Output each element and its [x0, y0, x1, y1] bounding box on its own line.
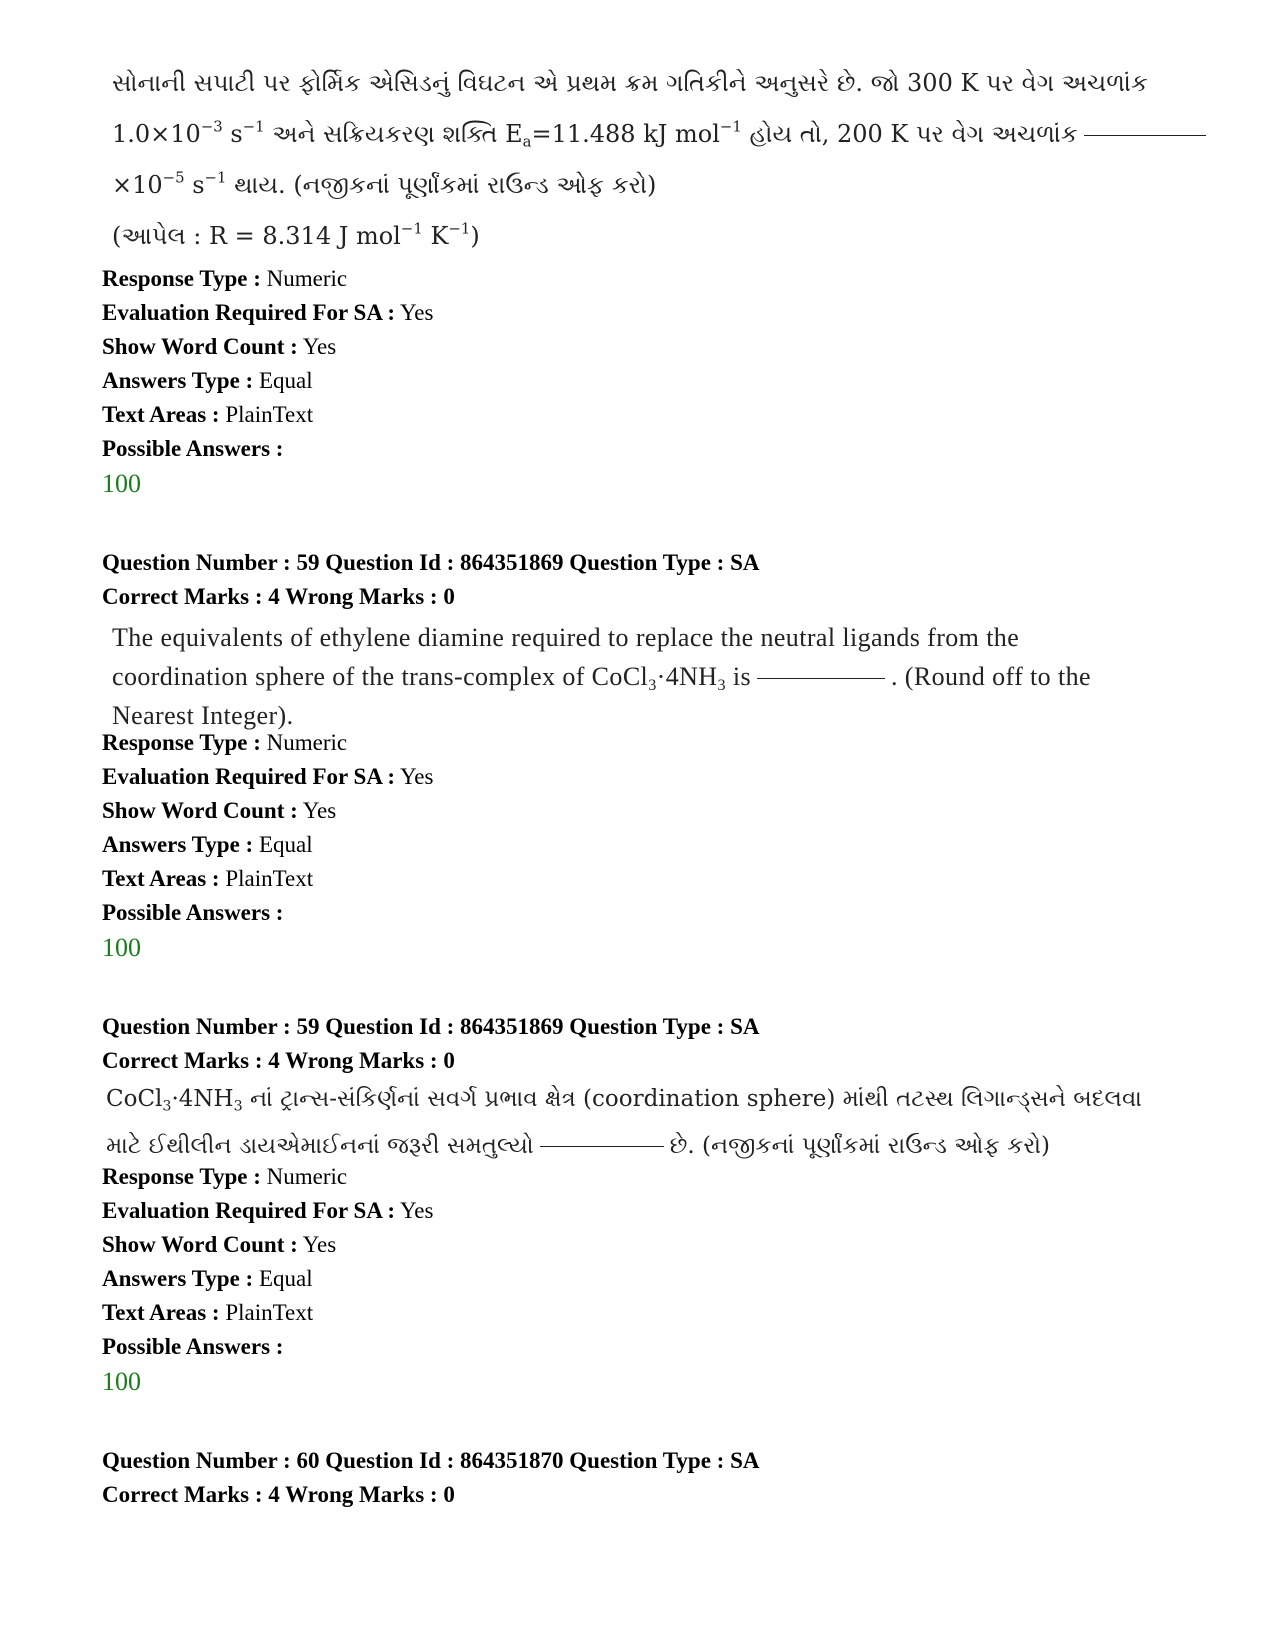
- text-areas-value: PlainText: [225, 402, 314, 427]
- question-59-header: [102, 546, 760, 614]
- question-59-gujarati-metadata: [102, 1160, 433, 1400]
- question-60-header: [102, 1444, 760, 1512]
- q59-formula-part: ·4NH: [656, 662, 718, 691]
- q59-subscript: 3: [648, 676, 657, 694]
- q59-is: is: [725, 662, 751, 691]
- text-areas-value: PlainText: [225, 1300, 314, 1325]
- marks-line: Correct Marks : 4 Wrong Marks : 0: [102, 1482, 455, 1507]
- possible-answer-value: 100: [102, 1367, 141, 1396]
- q58-exponent: −1: [448, 219, 471, 238]
- possible-answers-label: Possible Answers :: [102, 436, 284, 461]
- word-count-label: Show Word Count :: [102, 334, 298, 359]
- question-59-gujarati-text: [106, 1076, 1186, 1170]
- question-number-line: Question Number : 59 Question Id : 864351869 Question Type : SA: [102, 550, 760, 575]
- q58-activation-energy-label: અને સક્રિયકરણ શક્તિ E: [264, 120, 523, 148]
- word-count-row: [102, 794, 433, 828]
- q59-subscript: 3: [162, 1098, 172, 1115]
- q58-line-3: [112, 160, 1192, 211]
- q58-rate-constant: 1.0×10: [112, 120, 201, 148]
- evaluation-value: Yes: [400, 764, 434, 789]
- q59-en-line-2: [112, 657, 1182, 696]
- answer-blank: [757, 678, 885, 679]
- q59-gu-formula: CoCl: [106, 1086, 163, 1112]
- q59-gu-line-2-head: માટે ઈથીલીન ડાયએમાઈનનાં જરૂરી સમતુલ્યો: [106, 1133, 534, 1159]
- q59-gu-line-1-tail: નાં ટ્રાન્સ-સંકિર્ણનાં સવર્ગ પ્રભાવ ક્ષેત્ર (coordination sphere) માંથી તટસ્થ લિગાન્ડ્સને બદલવા: [242, 1086, 1142, 1112]
- question-59-metadata: [102, 726, 433, 966]
- q59-gu-line-2-tail: છે. (નજીકનાં પૂર્ણાંકમાં રાઉન્ડ ઓફ કરો): [669, 1133, 1050, 1159]
- word-count-value: Yes: [302, 798, 337, 823]
- text-areas-label: Text Areas :: [102, 402, 220, 427]
- question-number-line: Question Number : 60 Question Id : 864351870 Question Type : SA: [102, 1448, 760, 1473]
- evaluation-row: [102, 1194, 433, 1228]
- answers-type-row: [102, 364, 433, 398]
- q59-gu-line-1: [106, 1076, 1186, 1123]
- response-type-value: Numeric: [266, 730, 348, 755]
- question-59-english-text: [112, 618, 1182, 735]
- text-areas-value: PlainText: [225, 866, 314, 891]
- question-58-metadata: [102, 262, 433, 502]
- q58-line-2: [112, 109, 1192, 160]
- q58-exponent: −5: [162, 168, 185, 187]
- q58-line-2-tail: હોય તો, 200 K પર વેગ અચળાંક: [741, 120, 1078, 148]
- possible-answers-row: [102, 432, 433, 466]
- answers-type-value: Equal: [258, 1266, 313, 1291]
- text-areas-row: [102, 862, 433, 896]
- q58-exponent: −3: [200, 117, 223, 136]
- answers-type-label: Answers Type :: [102, 1266, 254, 1291]
- evaluation-row: [102, 296, 433, 330]
- q58-exponent: −1: [204, 168, 227, 187]
- q58-given-r: (આપેલ : R = 8.314 J mol: [112, 222, 401, 250]
- evaluation-label: Evaluation Required For SA :: [102, 764, 396, 789]
- question-59-gujarati-header: [102, 1010, 760, 1078]
- possible-answers-label: Possible Answers :: [102, 1334, 284, 1359]
- word-count-value: Yes: [302, 1232, 337, 1257]
- answers-type-value: Equal: [258, 832, 313, 857]
- q58-unit: s: [184, 171, 205, 199]
- answers-type-label: Answers Type :: [102, 832, 254, 857]
- possible-answer-value: 100: [102, 469, 141, 498]
- text-areas-row: [102, 1296, 433, 1330]
- answer-blank: [540, 1146, 664, 1147]
- evaluation-label: Evaluation Required For SA :: [102, 1198, 396, 1223]
- evaluation-label: Evaluation Required For SA :: [102, 300, 396, 325]
- possible-answer-value: 100: [102, 933, 141, 962]
- text-areas-row: [102, 398, 433, 432]
- q59-subscript: 3: [233, 1098, 243, 1115]
- q58-exponent: −1: [242, 117, 265, 136]
- word-count-value: Yes: [302, 334, 337, 359]
- q59-en-line-1: The equivalents of ethylene diamine required to replace the neutral ligands from the: [112, 623, 1020, 652]
- question-number-line: Question Number : 59 Question Id : 864351869 Question Type : SA: [102, 1014, 760, 1039]
- q58-line-3-head: ×10: [112, 171, 163, 199]
- response-type-label: Response Type :: [102, 730, 261, 755]
- q58-unit: s: [222, 120, 243, 148]
- possible-answers-row: [102, 1330, 433, 1364]
- q58-subscript: a: [522, 132, 532, 151]
- text-areas-label: Text Areas :: [102, 866, 220, 891]
- q59-en-line-3: Nearest Integer).: [112, 701, 294, 730]
- answers-type-value: Equal: [258, 368, 313, 393]
- response-type-value: Numeric: [266, 1164, 348, 1189]
- possible-answers-row: [102, 896, 433, 930]
- answers-type-row: [102, 828, 433, 862]
- text-areas-label: Text Areas :: [102, 1300, 220, 1325]
- q58-line-4: [112, 211, 1192, 262]
- word-count-row: [102, 330, 433, 364]
- evaluation-value: Yes: [400, 1198, 434, 1223]
- question-58-gujarati-text: [112, 58, 1192, 262]
- marks-line: Correct Marks : 4 Wrong Marks : 0: [102, 1048, 455, 1073]
- q58-line-1: [112, 58, 1192, 109]
- answer-blank: [1084, 135, 1206, 136]
- q59-en-line-2-tail: . (Round off to the: [890, 662, 1091, 691]
- q58-line-1-text: સોનાની સપાટી પર ફોર્મિક એસિડનું વિઘટન એ પ્રથમ ક્રમ ગતિકીને અનુસરે છે. જો 300 K પર વેગ અચળાંક: [112, 69, 1148, 97]
- evaluation-value: Yes: [400, 300, 434, 325]
- response-type-label: Response Type :: [102, 266, 261, 291]
- marks-line: Correct Marks : 4 Wrong Marks : 0: [102, 584, 455, 609]
- q58-exponent: −1: [719, 117, 742, 136]
- q58-exponent: −1: [400, 219, 423, 238]
- word-count-label: Show Word Count :: [102, 798, 298, 823]
- q58-activation-energy-value: =11.488 kJ mol: [531, 120, 720, 148]
- response-type-row: [102, 726, 433, 760]
- q59-en-line-2-head: coordination sphere of the trans-complex of CoCl: [112, 662, 649, 691]
- possible-answers-label: Possible Answers :: [102, 900, 284, 925]
- answers-type-row: [102, 1262, 433, 1296]
- q58-unit: K: [422, 222, 449, 250]
- q59-subscript: 3: [717, 676, 726, 694]
- response-type-row: [102, 262, 433, 296]
- word-count-row: [102, 1228, 433, 1262]
- q59-gu-formula-part: ·4NH: [171, 1086, 234, 1112]
- answers-type-label: Answers Type :: [102, 368, 254, 393]
- q58-line-3-tail: થાય. (નજીકનાં પૂર્ણાંકમાં રાઉન્ડ ઓફ કરો): [226, 171, 657, 199]
- word-count-label: Show Word Count :: [102, 1232, 298, 1257]
- q58-close-paren: ): [470, 222, 480, 250]
- response-type-row: [102, 1160, 433, 1194]
- response-type-label: Response Type :: [102, 1164, 261, 1189]
- evaluation-row: [102, 760, 433, 794]
- response-type-value: Numeric: [266, 266, 348, 291]
